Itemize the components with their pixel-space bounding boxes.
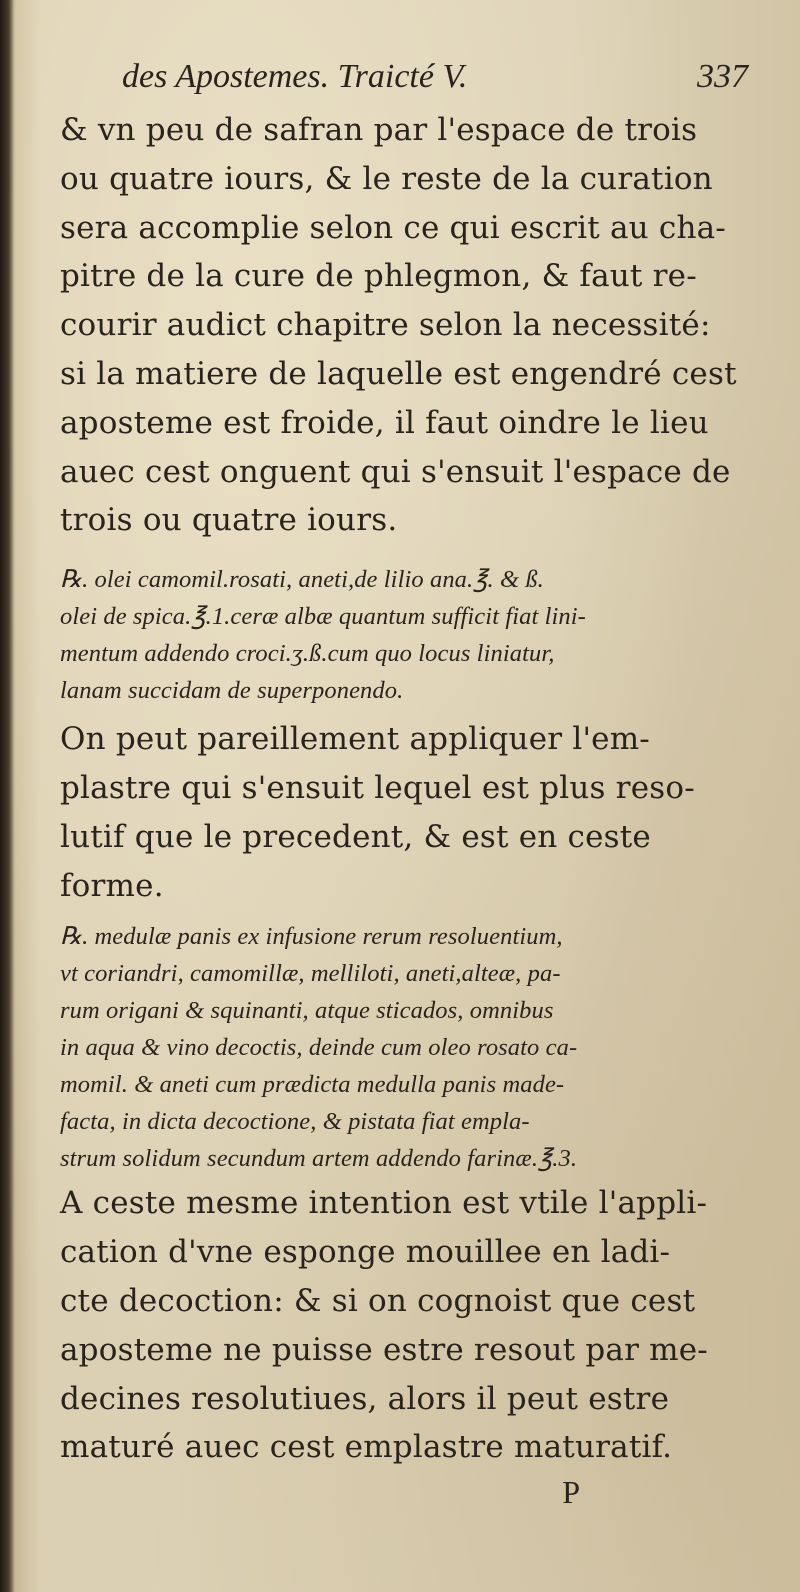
text-line: ou quatre iours, & le reste de la curation (60, 160, 713, 197)
text-line: plastre qui s'ensuit lequel est plus reso- (60, 769, 695, 806)
text-line: auec cest onguent qui s'ensuit l'espace de (60, 453, 731, 490)
page-number: 337 (697, 58, 748, 95)
text-line: in aqua & vino decoctis, deinde cum oleo rosato ca- (60, 1034, 578, 1062)
paragraph-3 (60, 1179, 750, 1472)
text-line: decines resolutiues, alors il peut estre (60, 1380, 670, 1417)
text-line: lutif que le precedent, & est en ceste (60, 818, 651, 855)
book-spine-shadow (0, 0, 14, 1592)
text-line: pitre de la cure de phlegmon, & faut re- (60, 258, 697, 295)
text-line: momil. & aneti cum prædicta medulla panis made- (60, 1071, 565, 1099)
text-line: cte decoction: & si on cognoist que cest (60, 1282, 696, 1319)
text-line: olei de spica.℥.1.ceræ albæ quantum sufficit fiat lini- (60, 603, 586, 631)
text-line: strum solidum secundum artem addendo farinæ.℥.3. (60, 1145, 578, 1173)
text-line: sera accomplie selon ce qui escrit au cha- (60, 209, 726, 246)
paragraph-1 (60, 106, 750, 545)
text-line: vt coriandri, camomillæ, melliloti, aneti,alteæ, pa- (60, 960, 561, 988)
recipe-1 (60, 561, 750, 709)
text-line: trois ou quatre iours. (60, 502, 398, 539)
running-header (60, 58, 750, 106)
text-line: aposteme est froide, il faut oindre le lieu (60, 404, 709, 441)
signature-mark: P (562, 1474, 580, 1511)
text-line: aposteme ne puisse estre resout par me- (60, 1331, 708, 1368)
text-line: & vn peu de safran par l'espace de trois (60, 112, 698, 148)
text-line: cation d'vne esponge mouillee en ladi- (60, 1234, 671, 1271)
text-line: courir audict chapitre selon la necessité: (60, 307, 711, 344)
text-line: facta, in dicta decoctione, & pistata fiat empla- (60, 1108, 530, 1136)
text-line: On peut pareillement appliquer l'em- (60, 721, 650, 758)
text-line: ℞. olei camomil.rosati, aneti,de lilio ana.℥. & ß. (60, 566, 544, 594)
page-text-block (60, 58, 750, 1511)
text-line: rum origani & squinanti, atque sticados, omnibus (60, 997, 554, 1025)
running-title: des Apostemes. Traicté V. (122, 58, 468, 95)
paragraph-2 (60, 715, 750, 910)
text-line: A ceste mesme intention est vtile l'appli- (60, 1185, 708, 1222)
text-line: si la matiere de laquelle est engendré cest (60, 355, 737, 392)
text-line: maturé auec cest emplastre maturatif. (60, 1429, 673, 1466)
text-line: lanam succidam de superponendo. (60, 677, 404, 705)
recipe-2 (60, 918, 750, 1177)
text-line: mentum addendo croci.ʒ.ß.cum quo locus liniatur, (60, 640, 555, 668)
text-line: forme. (60, 867, 164, 904)
text-line: ℞. medulæ panis ex infusione rerum resoluentium, (60, 923, 563, 951)
